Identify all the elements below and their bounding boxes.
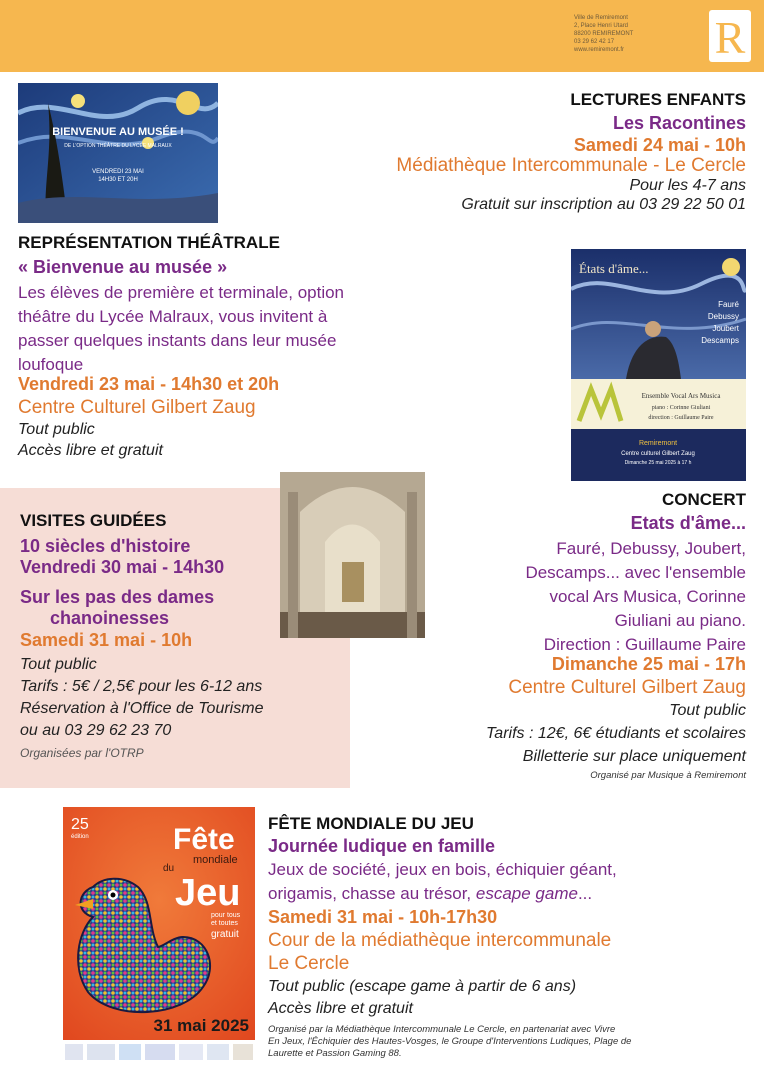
poster-musee-line1: DE L'OPTION THÉÂTRE DU LYCÉE MALRAUX [64, 143, 172, 149]
theatre-audience: Tout public [18, 421, 95, 438]
theatre-subtitle: « Bienvenue au musée » [18, 257, 228, 277]
poster-piano: piano : Corinne Giuliani [651, 405, 711, 411]
visites-price: Tarifs : 5€ / 2,5€ pour les 6-12 ans [20, 678, 263, 695]
theatre-description [18, 281, 438, 377]
jeu-audience: Tout public (escape game à partir de 6 ans) [268, 978, 577, 995]
contact-line: 88200 REMIREMONT [574, 31, 634, 37]
poster-when: Dimanche 25 mai 2025 à 17 h [624, 460, 692, 466]
poster-edition-number: 25 [71, 816, 89, 833]
jeu-organizer [268, 1024, 748, 1060]
lectures-place: Médiathèque Intercommunale - Le Cercle [396, 155, 746, 176]
lectures-price: Gratuit sur inscription au 03 29 22 50 01 [461, 196, 746, 213]
lectures-subtitle: Les Racontines [612, 113, 746, 133]
visites-organizer: Organisées par l'OTRP [20, 746, 144, 760]
theatre-place: Centre Culturel Gilbert Zaug [18, 397, 256, 418]
concert-date: Dimanche 25 mai - 17h [551, 654, 746, 674]
poster-composer: Debussy [707, 312, 739, 321]
theatre-price: Accès libre et gratuit [18, 442, 163, 459]
concert-tickets: Billetterie sur place uniquement [522, 748, 746, 765]
jeu-desc-plain: origamis, chasse au trésor, [268, 884, 476, 903]
poster-word-du: du [163, 863, 175, 874]
poster-musee-line2: VENDREDI 23 MAI [92, 169, 144, 175]
visites-booking1: Réservation à l'Office de Tourisme [20, 700, 264, 717]
logo-letter: R [714, 12, 746, 63]
poster-venue: Centre culturel Gilbert Zaug [621, 451, 695, 457]
concert-desc-line: Fauré, Debussy, Joubert, [556, 539, 746, 558]
jeu-desc-end: ... [577, 884, 593, 903]
jeu-place1: Cour de la médiathèque intercommunale [268, 930, 612, 951]
concert-place: Centre Culturel Gilbert Zaug [508, 677, 746, 698]
poster-fete-du-jeu [63, 807, 255, 1040]
poster-jeu-date: 31 mai 2025 [153, 1016, 249, 1035]
contact-line: 03 29 62 42 17 [574, 39, 615, 45]
jeu-organizer-line: Laurette et Passion Gaming 88. [268, 1048, 402, 1059]
jeu-place2: Le Cercle [268, 953, 350, 974]
poster-musee-line3: 14H30 ET 20H [98, 177, 138, 183]
poster-edition-word: édition [71, 834, 89, 840]
contact-line: 2, Place Henri Utard [574, 23, 629, 29]
visites-subtitle1: 10 siècles d'histoire [20, 536, 191, 556]
theatre-desc-line: loufoque [18, 355, 84, 374]
concert-organizer: Organisé par Musique à Remiremont [590, 770, 746, 781]
photo-abbatiale [280, 472, 425, 638]
poster-bienvenue-musee [18, 83, 218, 223]
poster-ensemble: Ensemble Vocal Ars Musica [641, 392, 721, 400]
visites-date2: Samedi 31 mai - 10h [20, 630, 193, 650]
theatre-heading: REPRÉSENTATION THÉÂTRALE [18, 233, 280, 252]
poster-composer: Descamps [701, 336, 739, 345]
poster-tagline3: gratuit [211, 929, 239, 940]
concert-subtitle: Etats d'âme... [630, 513, 746, 533]
jeu-desc-line1: Jeux de société, jeux en bois, échiquier géant, [268, 860, 617, 879]
jeu-price: Accès libre et gratuit [268, 1000, 413, 1017]
poster-concert-title: États d'âme... [579, 261, 649, 276]
theatre-desc-line: théâtre du Lycée Malraux, vous invitent à [18, 307, 328, 326]
lectures-audience: Pour les 4-7 ans [629, 177, 746, 194]
poster-word-fete: Fête [173, 823, 235, 856]
poster-composer: Joubert [712, 324, 739, 333]
concert-desc-line: Descamps... avec l'ensemble [525, 563, 746, 582]
visites-date1: Vendredi 30 mai - 14h30 [20, 557, 225, 577]
jeu-desc-line2 [268, 884, 592, 904]
concert-desc-line: Direction : Guillaume Paire [543, 635, 746, 654]
concert-description [446, 537, 746, 657]
concert-desc-line: Giuliani au piano. [614, 611, 746, 630]
remiremont-logo [706, 6, 754, 66]
visites-heading: VISITES GUIDÉES [20, 511, 167, 530]
visites-booking2: ou au 03 29 62 23 70 [20, 722, 172, 739]
contact-line: Ville de Remiremont [574, 15, 628, 21]
poster-word-jeu: Jeu [175, 872, 241, 914]
concert-price: Tarifs : 12€, 6€ étudiants et scolaires [486, 725, 746, 742]
theatre-desc-line: passer quelques instants dans leur musée [18, 331, 337, 350]
jeu-organizer-line: Organisé par la Médiathèque Intercommunale Le Cercle, en partenariat avec Vivre [268, 1024, 616, 1035]
concert-audience: Tout public [669, 702, 746, 719]
jeu-subtitle: Journée ludique en famille [268, 836, 496, 856]
poster-tagline2: et toutes [211, 920, 238, 927]
poster-musee-title: BIENVENUE AU MUSÉE ! [52, 126, 184, 138]
jeu-heading: FÊTE MONDIALE DU JEU [268, 814, 474, 833]
poster-etats-dame [571, 249, 746, 481]
theatre-desc-line: Les élèves de première et terminale, option [18, 283, 345, 302]
jeu-date: Samedi 31 mai - 10h-17h30 [268, 907, 498, 927]
poster-composer: Fauré [718, 300, 739, 309]
theatre-date: Vendredi 23 mai - 14h30 et 20h [18, 374, 280, 394]
concert-heading: CONCERT [661, 490, 746, 509]
jeu-organizer-line: En Jeux, l'Échiquier des Hautes-Vosges, le Groupe d'Interventions Ludiques, Plage de [268, 1036, 632, 1047]
contact-block [574, 14, 694, 54]
poster-word-mondiale: mondiale [193, 854, 238, 866]
lectures-heading: LECTURES ENFANTS [570, 90, 746, 109]
jeu-desc-italic: escape game [475, 884, 578, 903]
partner-logos [63, 1040, 255, 1064]
contact-line[interactable]: www.remiremont.fr [574, 47, 625, 53]
poster-tagline1: pour tous [211, 912, 241, 919]
poster-direction: direction : Guillaume Paire [648, 415, 714, 421]
lectures-date: Samedi 24 mai - 10h [573, 135, 746, 155]
visites-audience: Tout public [20, 656, 97, 673]
poster-city: Remiremont [638, 440, 678, 447]
concert-desc-line: vocal Ars Musica, Corinne [549, 587, 746, 606]
visites-subtitle2a: Sur les pas des dames [20, 587, 215, 607]
visites-subtitle2b: chanoinesses [50, 608, 170, 628]
